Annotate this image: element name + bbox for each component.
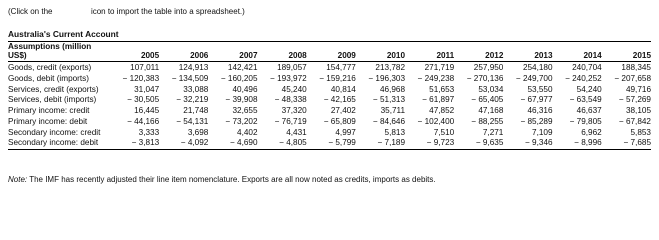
table-cell: − 249,238 (417, 73, 455, 83)
table-cell: − 193,972 (270, 73, 307, 83)
table-cell: − 9,635 (454, 138, 503, 149)
table-cell: − 79,805 (569, 116, 602, 126)
table-cell: 4,997 (335, 127, 356, 137)
header-label-line2: US$) (8, 51, 27, 60)
table-cell: 45,240 (281, 84, 307, 94)
table-title: Australia's Current Account (8, 30, 651, 41)
table-cell: − 67,977 (520, 95, 553, 105)
year-header: 2008 (258, 41, 307, 62)
table-cell: 3,698 (187, 127, 209, 137)
table-cell: 32,655 (232, 106, 258, 116)
table-cell: − 7,685 (602, 138, 651, 149)
table-cell: 271,719 (424, 63, 455, 72)
note-text: The IMF has recently adjusted their line item nomenclature. Exports are all now noted as credits, imports as debits. (29, 175, 436, 184)
row-label: Primary income: debit (8, 116, 88, 126)
instruction-text-before: (Click on the (8, 7, 53, 16)
table-cell: 51,653 (429, 84, 455, 94)
table-note (8, 175, 436, 185)
table-cell: − 51,313 (372, 95, 406, 105)
table-cell: 33,088 (183, 84, 209, 94)
table-cell: 7,109 (532, 127, 553, 137)
row-label: Primary income: credit (8, 106, 90, 116)
table-cell: 47,168 (478, 106, 504, 116)
table-cell: 21,748 (183, 106, 209, 116)
table-cell: − 270,136 (466, 73, 504, 83)
table-cell: − 9,723 (405, 138, 454, 149)
table-cell: − 65,405 (471, 95, 504, 105)
table-cell: − 44,166 (127, 116, 160, 126)
table-title-row (8, 30, 651, 41)
table-cell: − 4,805 (258, 138, 307, 149)
year-header: 2013 (503, 41, 552, 62)
table-cell: 49,716 (625, 84, 651, 94)
table-cell: 54,240 (576, 84, 602, 94)
table-cell: − 39,908 (225, 95, 258, 105)
table-cell: − 249,700 (515, 73, 553, 83)
table-cell: 27,402 (330, 106, 356, 116)
table-cell: 53,550 (527, 84, 553, 94)
header-label-line1: Assumptions (million (8, 41, 92, 51)
table-cell: − 9,346 (503, 138, 552, 149)
row-label: Goods, credit (exports) (8, 63, 92, 72)
table-cell: − 42,165 (323, 95, 356, 105)
table-row (8, 127, 651, 138)
table-cell: 257,950 (473, 63, 504, 72)
table-row (8, 116, 651, 127)
table-header-row (8, 41, 651, 62)
table-cell: − 63,549 (569, 95, 602, 105)
table-cell: 7,271 (482, 127, 504, 137)
table-cell: − 134,509 (171, 73, 209, 83)
table-cell: 46,968 (379, 84, 406, 94)
table-cell: − 4,092 (159, 138, 208, 149)
table-cell: − 32,219 (176, 95, 209, 105)
year-header: 2005 (110, 41, 159, 62)
table-cell: − 240,252 (565, 73, 602, 83)
year-header: 2012 (454, 41, 503, 62)
table-cell: − 196,303 (368, 73, 406, 83)
table-cell: 5,813 (384, 127, 406, 137)
table-row (8, 106, 651, 117)
table-cell: 240,704 (572, 63, 602, 72)
header-label (8, 41, 110, 62)
table-cell: 213,782 (375, 63, 406, 72)
table-cell: 188,345 (621, 63, 651, 72)
table-cell: 154,777 (326, 63, 356, 72)
table-row (8, 95, 651, 106)
table-cell: − 67,842 (618, 116, 651, 126)
table-cell: 40,496 (232, 84, 258, 94)
row-label: Goods, debit (imports) (8, 73, 89, 83)
table-cell: − 159,216 (319, 73, 356, 83)
table-cell: 16,445 (134, 106, 160, 116)
row-label: Secondary income: credit (8, 127, 101, 137)
table-cell: 3,333 (138, 127, 160, 137)
table-cell: − 76,719 (274, 116, 307, 126)
year-header: 2007 (208, 41, 257, 62)
table-cell: 38,105 (625, 106, 651, 116)
import-instruction (8, 7, 245, 17)
table-cell: − 88,255 (471, 116, 504, 126)
table-cell: − 57,269 (618, 95, 651, 105)
table-cell: − 4,690 (208, 138, 257, 149)
table-cell: − 73,202 (225, 116, 258, 126)
year-header: 2014 (553, 41, 602, 62)
table-cell: − 7,189 (356, 138, 405, 149)
table-cell: 46,637 (576, 106, 602, 116)
table-cell: 35,711 (380, 106, 406, 116)
table-row (8, 84, 651, 95)
table-cell: − 160,205 (220, 73, 258, 83)
table-cell: 53,034 (478, 84, 504, 94)
current-account-table (8, 30, 651, 150)
table-cell: 7,510 (433, 127, 455, 137)
row-label: Services, debit (imports) (8, 95, 97, 105)
year-header: 2009 (307, 41, 356, 62)
table-cell: − 30,505 (127, 95, 160, 105)
table-cell: 6,962 (581, 127, 602, 137)
table-cell: − 102,400 (417, 116, 455, 126)
table-cell: 107,011 (130, 63, 160, 72)
table-cell: − 61,897 (422, 95, 455, 105)
table-cell: − 84,646 (372, 116, 406, 126)
table-cell: 47,852 (429, 106, 455, 116)
instruction-text-after: icon to import the table into a spreadsheet.) (90, 7, 245, 16)
table-row (8, 62, 651, 73)
year-header: 2006 (159, 41, 208, 62)
table-cell: 124,913 (178, 63, 209, 72)
table-cell: − 85,289 (520, 116, 553, 126)
row-label: Secondary income: debit (8, 138, 110, 149)
year-header: 2015 (602, 41, 651, 62)
table-cell: − 54,131 (176, 116, 209, 126)
table-cell: − 8,996 (553, 138, 602, 149)
note-prefix: Note: (8, 175, 28, 184)
table-cell: − 5,799 (307, 138, 356, 149)
table-cell: 46,316 (527, 106, 553, 116)
table-cell: 40,814 (330, 84, 356, 94)
year-header: 2010 (356, 41, 405, 62)
table-cell: − 3,813 (110, 138, 159, 149)
table-row (8, 73, 651, 84)
table-cell: 189,057 (277, 63, 307, 72)
table-cell: 254,180 (522, 63, 553, 72)
table-cell: − 48,338 (274, 95, 307, 105)
table-cell: 37,320 (281, 106, 307, 116)
table-cell: 4,402 (237, 127, 258, 137)
table-cell: 31,047 (134, 84, 160, 94)
year-header: 2011 (405, 41, 454, 62)
table-cell: − 65,809 (323, 116, 356, 126)
table-cell: 5,853 (630, 127, 651, 137)
table-cell: 4,431 (286, 127, 307, 137)
row-label: Services, credit (exports) (8, 84, 99, 94)
table-cell: 142,421 (227, 63, 258, 72)
table-cell: − 120,383 (122, 73, 160, 83)
table-row (8, 138, 651, 149)
table-cell: − 207,658 (614, 73, 651, 83)
